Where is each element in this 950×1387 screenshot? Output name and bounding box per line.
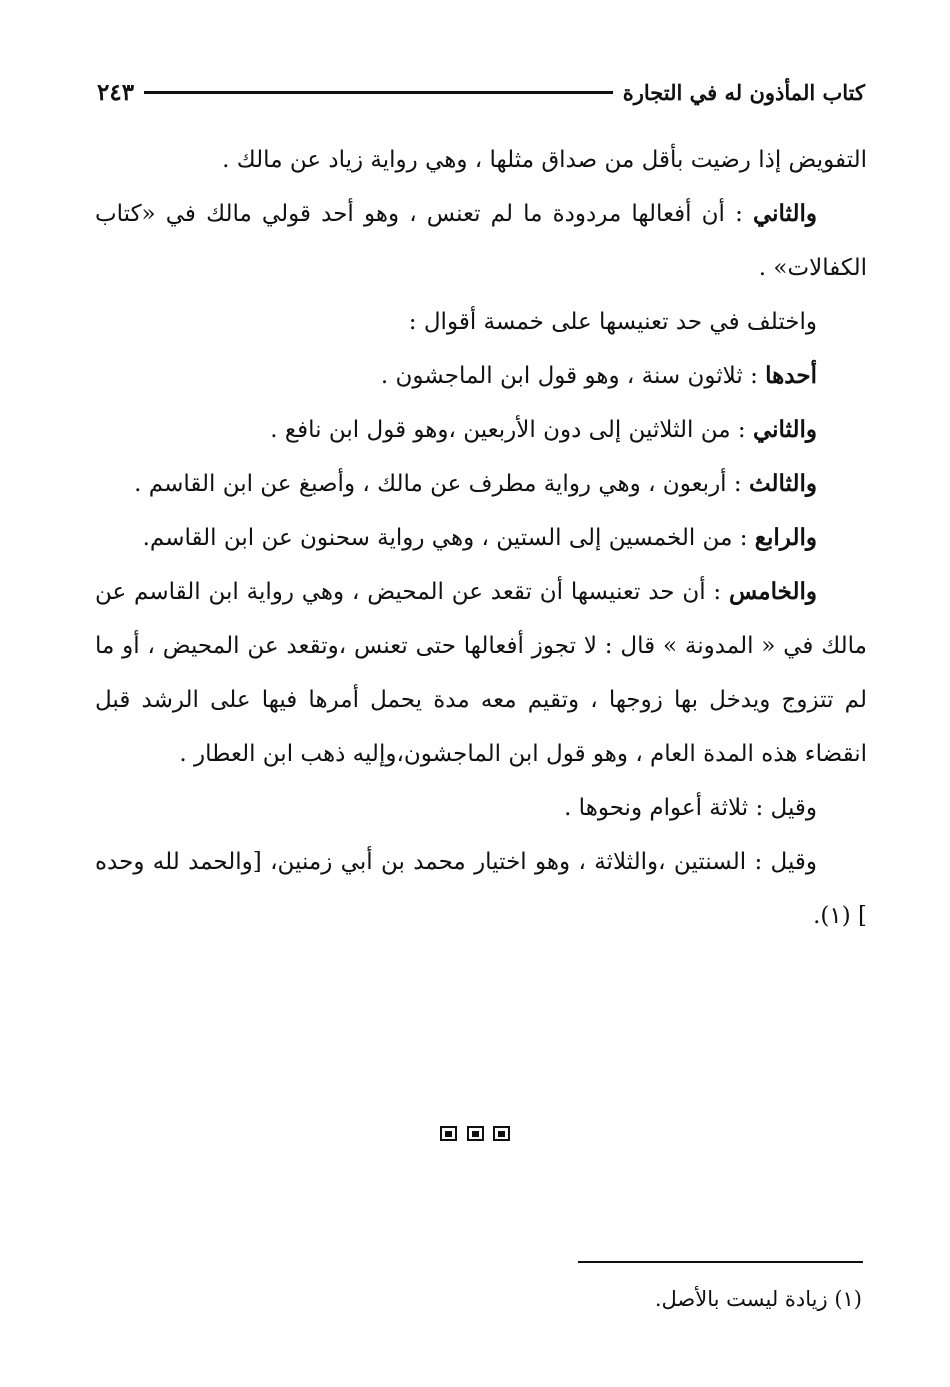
paragraph-10-text: وقيل : السنتين ،والثلاثة ، وهو اختيار محمد بن أبي زمنين، [والحمد لله وحده ]	[95, 849, 867, 929]
running-title: كتاب المأذون له في التجارة	[622, 79, 865, 105]
paragraph-6-lead: والثالث	[748, 470, 817, 497]
page-number: ٢٤٣	[97, 78, 135, 106]
paragraph-7	[95, 511, 867, 565]
paragraph-2	[95, 187, 867, 295]
paragraph-8-lead: والخامس	[728, 578, 817, 605]
ornament-square-icon	[493, 1126, 510, 1141]
paragraph-7-text: : من الخمسين إلى الستين ، وهي رواية سحنون عن ابن القاسم.	[142, 525, 755, 551]
footnote: (١) زيادة ليست بالأصل.	[654, 1287, 862, 1311]
paragraph-5-text: : من الثلاثين إلى دون الأربعين ،وهو قول ابن نافع .	[270, 417, 753, 443]
paragraph-4-text: : ثلاثون سنة ، وهو قول ابن الماجشون .	[380, 363, 766, 389]
footnote-separator	[578, 1261, 863, 1263]
paragraph-1: التفويض إذا رضيت بأقل من صداق مثلها ، وهي رواية زياد عن مالك .	[222, 147, 867, 173]
section-end-ornament	[440, 1126, 510, 1146]
header-rule	[144, 91, 613, 94]
ornament-square-icon	[467, 1126, 484, 1141]
paragraph-2-lead: والثاني	[752, 200, 817, 227]
paragraph-10	[95, 835, 867, 943]
paragraph-6	[95, 457, 867, 511]
paragraph-7-lead: والرابع	[754, 524, 817, 551]
paragraph-4-lead: أحدها	[765, 362, 817, 389]
paragraph-8-text: : أن حد تعنيسها أن تقعد عن المحيض ، وهي رواية ابن القاسم عن مالك في « المدونة » قال : لا تجوز أفعالها حتى تعنس ،وتقعد عن المحيض ، أو ما لم تتزوج ويدخل بها زوجها ، وتقيم معه مدة يحمل أمرها فيها على الرشد قبل انقضاء هذه المدة العام ، وهو قول ابن الماجشون،وإليه ذهب ابن العطار .	[95, 579, 867, 767]
footnote-reference: (١)	[820, 903, 851, 929]
running-header	[97, 72, 865, 112]
paragraph-4	[95, 349, 867, 403]
main-text	[95, 133, 867, 943]
ornament-square-icon	[440, 1126, 457, 1141]
paragraph-3: واختلف في حد تعنيسها على خمسة أقوال :	[408, 309, 817, 335]
paragraph-9: وقيل : ثلاثة أعوام ونحوها .	[564, 795, 817, 821]
paragraph-8	[95, 565, 867, 781]
paragraph-5-lead: والثاني	[752, 416, 817, 443]
paragraph-2-text: : أن أفعالها مردودة ما لم تعنس ، وهو أحد قولي مالك في «كتاب الكفالات» .	[95, 201, 867, 281]
paragraph-5	[95, 403, 867, 457]
paragraph-10-end: .	[813, 903, 821, 929]
paragraph-6-text: : أربعون ، وهي رواية مطرف عن مالك ، وأصبغ عن ابن القاسم .	[134, 471, 749, 497]
